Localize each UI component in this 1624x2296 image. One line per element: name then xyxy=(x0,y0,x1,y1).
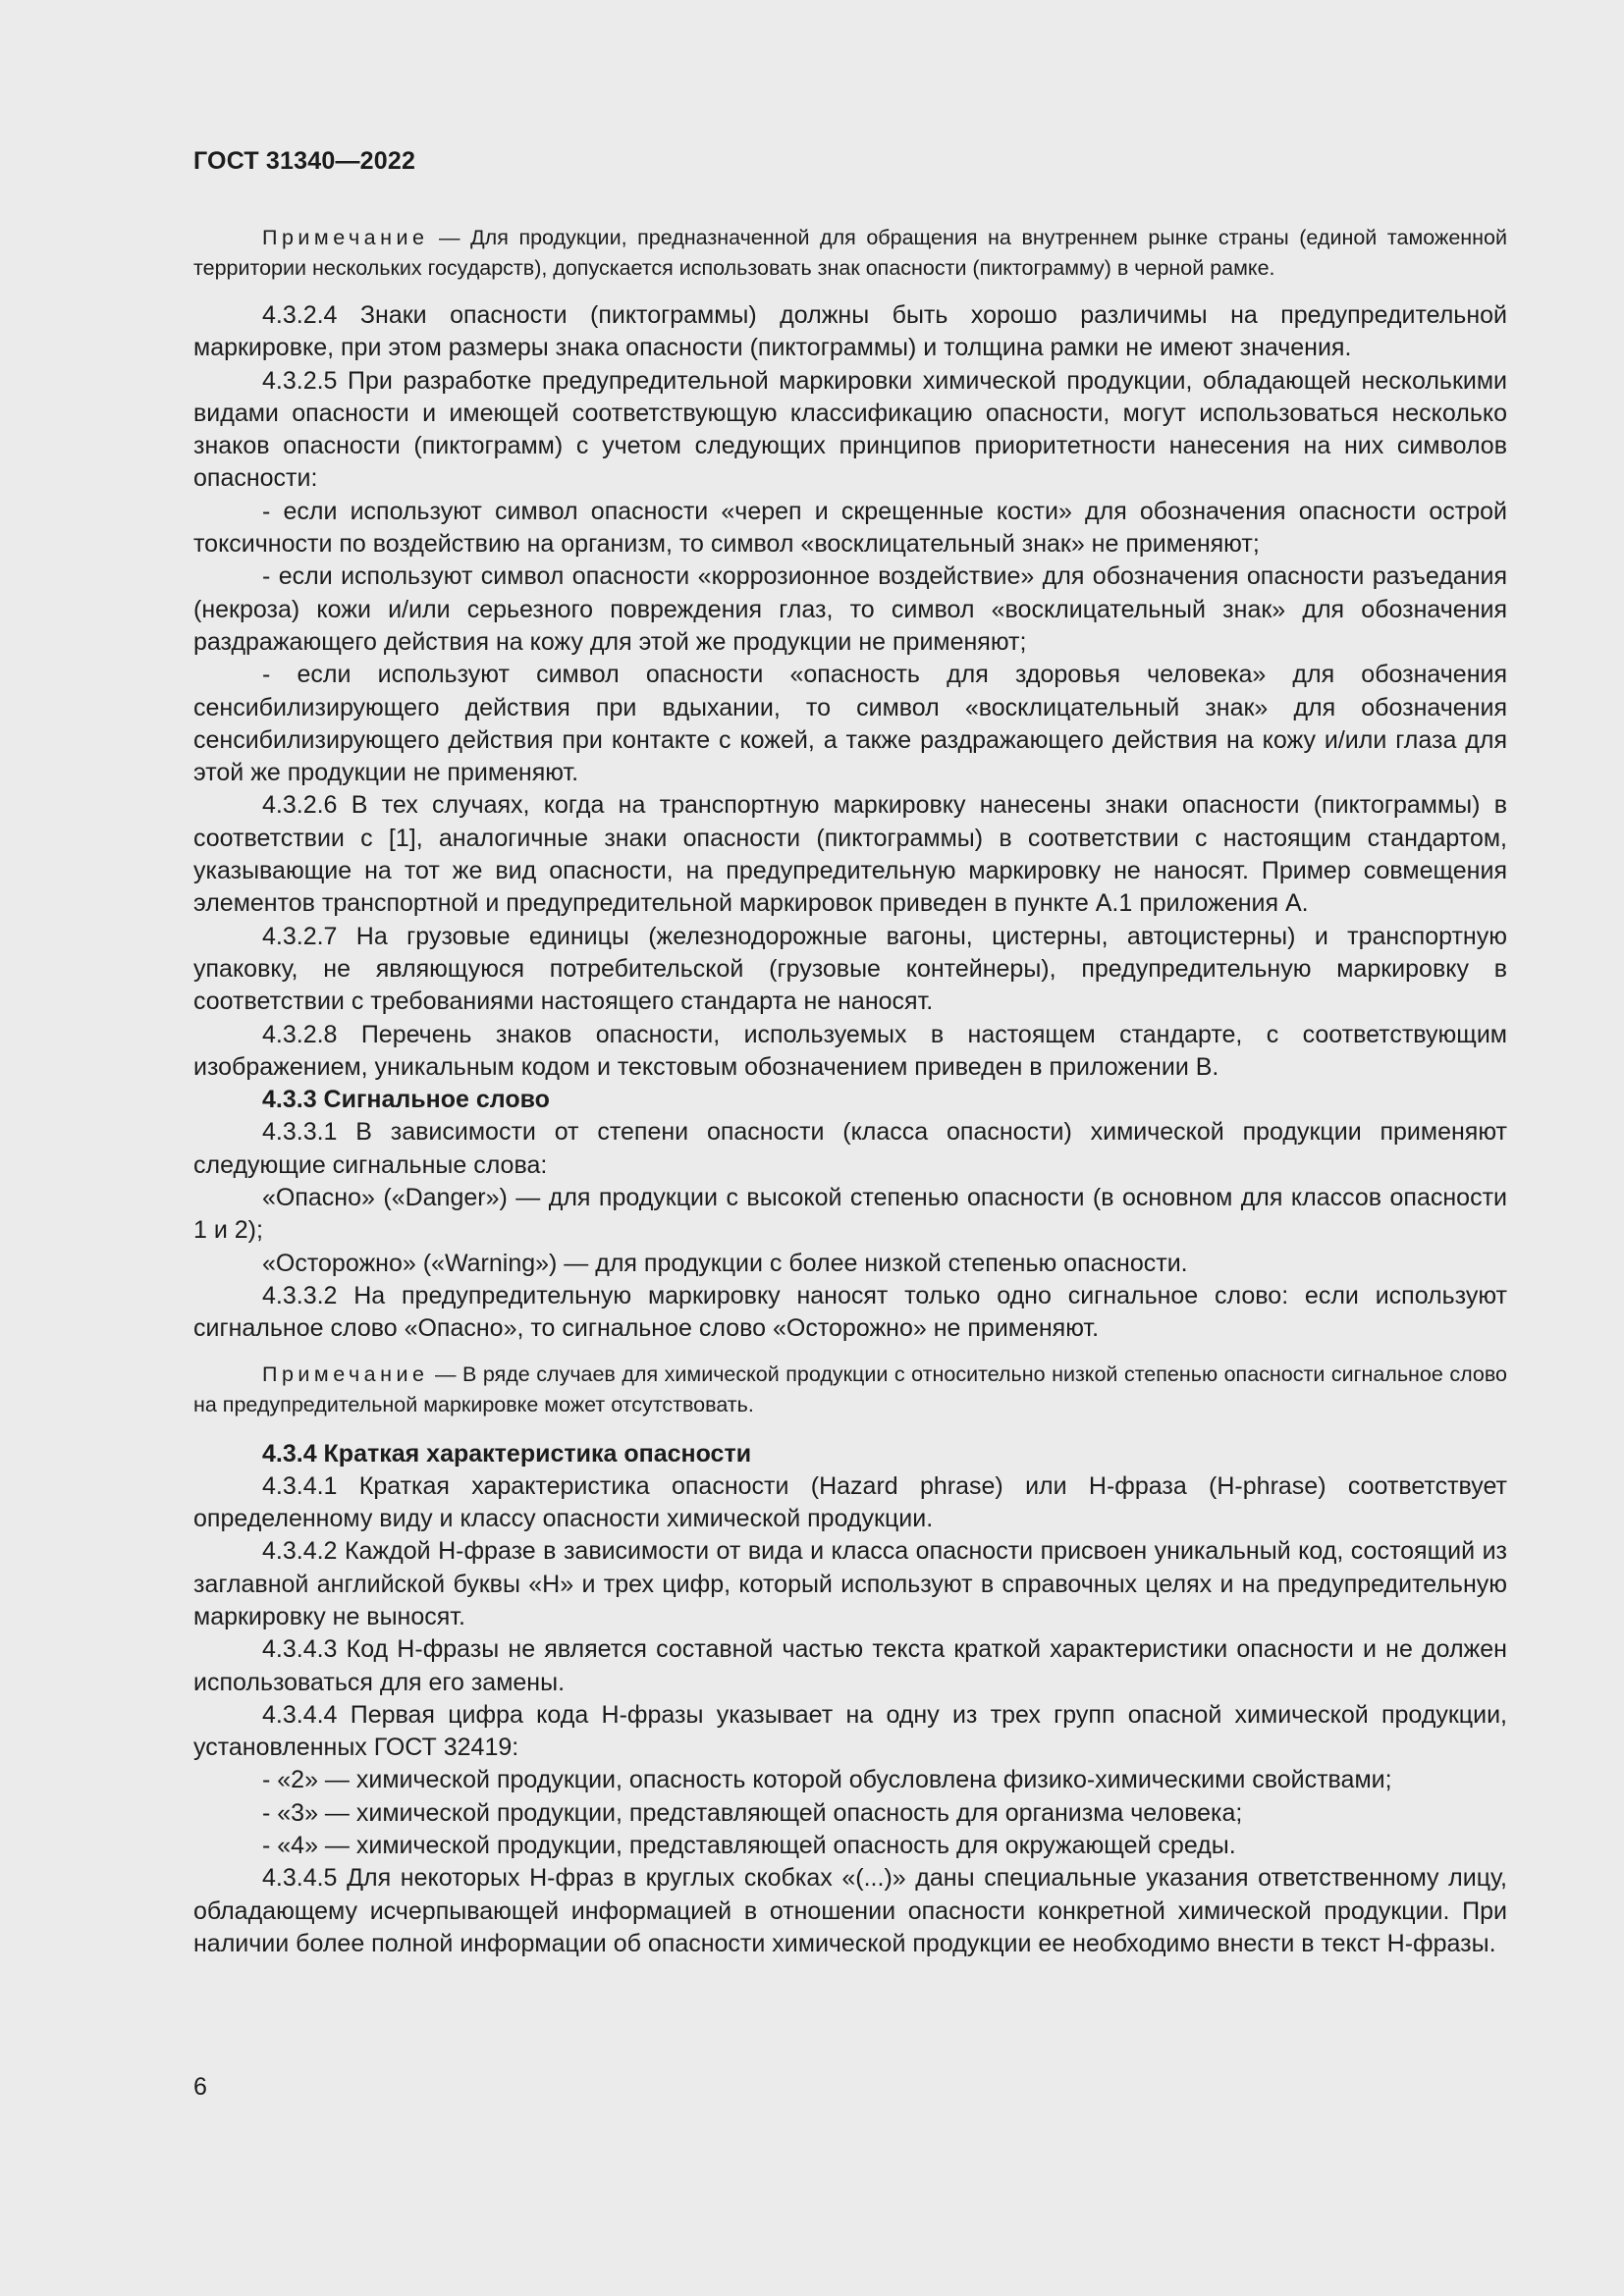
section-heading-4-3-4: 4.3.4 Краткая характеристика опасности xyxy=(262,1439,752,1468)
list-item: - «3» — химической продукции, представляющей опасность для организма человека; xyxy=(262,1798,1243,1827)
paragraph-4-3-4-4: 4.3.4.4 Первая цифра кода Н-фразы указывает на одну из трех групп опасной химической продукции, установленных ГОСТ 32419: xyxy=(193,1700,1507,1762)
section-heading-4-3-3: 4.3.3 Сигнальное слово xyxy=(262,1086,550,1114)
paragraph-4-3-3-2: 4.3.3.2 На предупредительную маркировку наносят только одно сигнальное слово: если используют сигнальное слово «Опасно», то сигнальное слово «Осторожно» не применяют. xyxy=(193,1281,1507,1343)
note-label: Примечание xyxy=(262,1362,429,1386)
paragraph-4-3-4-2: 4.3.4.2 Каждой Н-фразе в зависимости от вида и класса опасности присвоен уникальный код, состоящий из заглавной английской буквы «Н» и трех цифр, который используют в справочных целях и на предупредительную маркировку не выносят. xyxy=(193,1537,1507,1630)
page-number: 6 xyxy=(193,2073,207,2101)
paragraph-4-3-2-4: 4.3.2.4 Знаки опасности (пиктограммы) должны быть хорошо различимы на предупредительной маркировке, при этом размеры знака опасности (пиктограммы) и толщина рамки не имеют значения. xyxy=(193,301,1507,362)
paragraph-4-3-2-6: 4.3.2.6 В тех случаях, когда на транспортную маркировку нанесены знаки опасности (пиктограммы) в соответствии с [1], аналогичные знаки опасности (пиктограммы) в соответствии с настоящим стандартом, указывающие на тот же вид опасности, на предупредительную маркировку не наносят. Пример совмещения элементов транспортной и предупредительной маркировок приведен в пункте А.1 приложения А. xyxy=(193,791,1507,918)
paragraph-4-3-4-3: 4.3.4.3 Код Н-фразы не является составной частью текста краткой характеристики опасности и не должен использоваться для его замены. xyxy=(193,1635,1507,1696)
paragraph-4-3-3-1: 4.3.3.1 В зависимости от степени опасности (класса опасности) химической продукции применяют следующие сигнальные слова: xyxy=(193,1118,1507,1179)
paragraph-4-3-2-8: 4.3.2.8 Перечень знаков опасности, используемых в настоящем стандарте, с соответствующим изображением, уникальным кодом и текстовым обозначением приведен в приложении В. xyxy=(193,1020,1507,1081)
paragraph-4-3-4-1: 4.3.4.1 Краткая характеристика опасности (Hazard phrase) или Н-фраза (H-phrase) соответствует определенному виду и классу опасности химической продукции. xyxy=(193,1471,1507,1533)
note-2 xyxy=(193,1360,1507,1420)
note-1 xyxy=(193,223,1507,284)
list-item: - «4» — химической продукции, представляющей опасность для окружающей среды. xyxy=(262,1832,1236,1860)
paragraph-4-3-2-7: 4.3.2.7 На грузовые единицы (железнодорожные вагоны, цистерны, автоцистерны) и транспортную упаковку, не являющуюся потребительской (грузовые контейнеры), предупредительную маркировку в соответствии с требованиями настоящего стандарта не наносят. xyxy=(193,922,1507,1016)
note-text: — Для продукции, предназначенной для обращения на внутреннем рынке страны (единой таможенной территории нескольких государств), допускается использовать знак опасности (пиктограмму) в черной рамке. xyxy=(193,226,1507,280)
document-body xyxy=(193,223,1507,1960)
signal-word-danger: «Опасно» («Danger») — для продукции с высокой степенью опасности (в основном для классов опасности 1 и 2); xyxy=(193,1184,1507,1245)
list-item: - если используют символ опасности «коррозионное воздействие» для обозначения опасности разъедания (некроза) кожи и/или серьезного повреждения глаз, то символ «восклицательный знак» для обозначения раздражающего действия на кожу для этой же продукции не применяют; xyxy=(193,562,1507,656)
list-item: - «2» — химической продукции, опасность которой обусловлена физико-химическими свойствами; xyxy=(262,1766,1392,1794)
paragraph-4-3-2-5: 4.3.2.5 При разработке предупредительной маркировки химической продукции, обладающей несколькими видами опасности и имеющей соответствующую классификацию опасности, могут использоваться несколько знаков опасности (пиктограмм) с учетом следующих принципов приоритетности нанесения на них символов опасности: xyxy=(193,366,1507,493)
list-item: - если используют символ опасности «череп и скрещенные кости» для обозначения опасности острой токсичности по воздействию на организм, то символ «восклицательный знак» не применяют; xyxy=(193,497,1507,559)
note-text: — В ряде случаев для химической продукции с относительно низкой степенью опасности сигнальное слово на предупредительной маркировке может отсутствовать. xyxy=(193,1362,1507,1416)
list-item: - если используют символ опасности «опасность для здоровья человека» для обозначения сенсибилизирующего действия при вдыхании, то символ «восклицательный знак» для обозначения сенсибилизирующего действия при контакте с кожей, а также раздражающего действия на кожу и/или глаза для этой же продукции не применяют. xyxy=(193,661,1507,787)
note-label: Примечание xyxy=(262,226,429,249)
paragraph-4-3-4-5: 4.3.4.5 Для некоторых Н-фраз в круглых скобках «(...)» даны специальные указания ответственному лицу, обладающему исчерпывающей информацией в отношении опасности конкретной химической продукции. При наличии более полной информации об опасности химической продукции ее необходимо внести в текст Н-фразы. xyxy=(193,1864,1507,1957)
document-header: ГОСТ 31340—2022 xyxy=(193,147,416,175)
signal-word-warning: «Осторожно» («Warning») — для продукции с более низкой степенью опасности. xyxy=(262,1249,1188,1277)
